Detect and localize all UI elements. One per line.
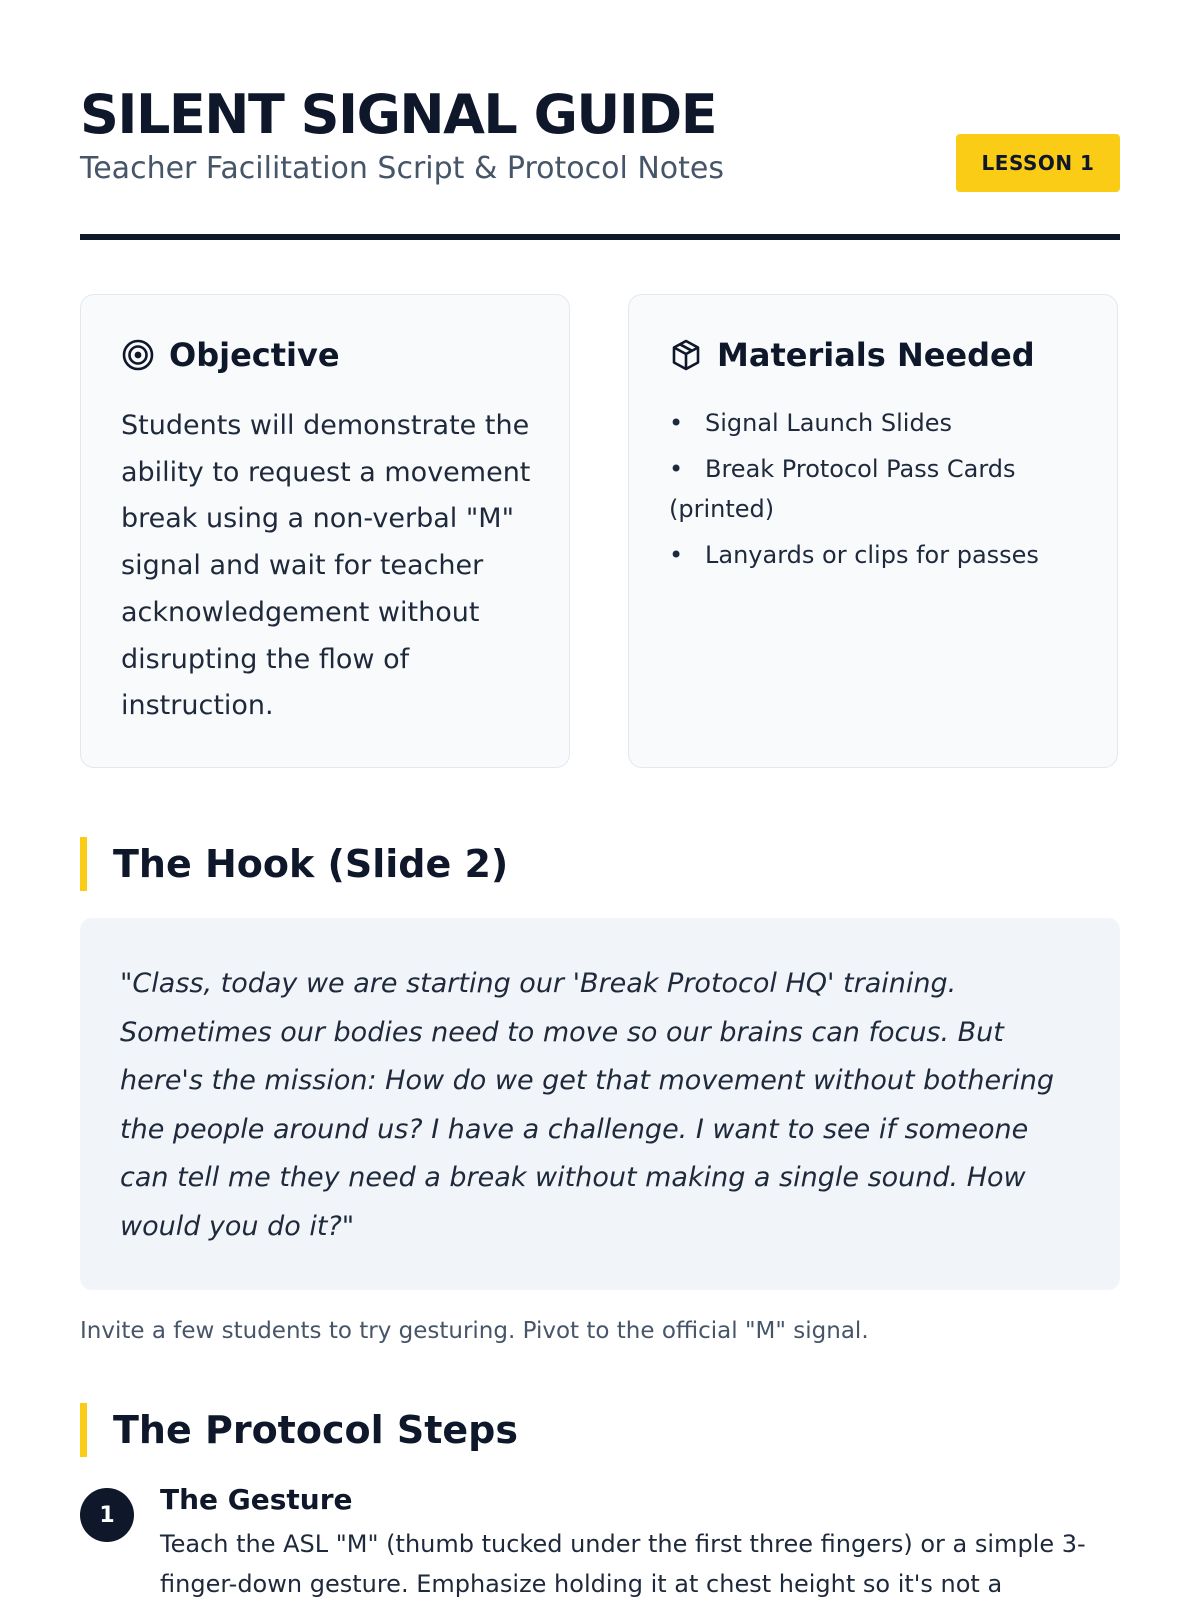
list-item-label: Break Protocol Pass Cards (printed) bbox=[669, 455, 1016, 523]
hook-title: The Hook (Slide 2) bbox=[113, 842, 509, 886]
list-item-label: Lanyards or clips for passes bbox=[705, 541, 1039, 569]
step-title: The Gesture bbox=[160, 1483, 353, 1516]
objective-header bbox=[121, 335, 340, 375]
objective-card bbox=[80, 294, 570, 768]
list-item-label: Signal Launch Slides bbox=[705, 409, 952, 437]
box-icon bbox=[669, 338, 703, 372]
page-title: SILENT SIGNAL GUIDE bbox=[80, 83, 717, 146]
protocol-title: The Protocol Steps bbox=[113, 1408, 518, 1452]
objective-title: Objective bbox=[169, 336, 340, 374]
header-divider bbox=[80, 234, 1120, 240]
page-subtitle: Teacher Facilitation Script & Protocol Notes bbox=[80, 151, 724, 186]
hook-quote-box bbox=[80, 918, 1120, 1290]
target-icon bbox=[121, 338, 155, 372]
list-item: • Lanyards or clips for passes bbox=[669, 541, 1039, 569]
objective-text: Students will demonstrate the ability to request a movement break using a non-verbal "M" signal and wait for teacher acknowledgement without disrupting the flow of instruction. bbox=[121, 410, 531, 722]
materials-title: Materials Needed bbox=[717, 336, 1035, 374]
materials-header bbox=[669, 335, 1035, 375]
hook-section-header bbox=[80, 837, 508, 891]
page-header bbox=[80, 84, 1120, 244]
protocol-section-header bbox=[80, 1403, 518, 1457]
materials-list bbox=[669, 403, 1089, 581]
hook-note: Invite a few students to try gesturing. Pivot to the official "M" signal. bbox=[80, 1318, 869, 1344]
list-item: • Break Protocol Pass Cards (printed) bbox=[669, 455, 1016, 523]
lesson-badge: LESSON 1 bbox=[956, 134, 1120, 192]
step-text: Teach the ASL "M" (thumb tucked under the first three fingers) or a simple 3-finger-down gesture. Emphasize holding it at chest height so it's not a bbox=[160, 1530, 1086, 1598]
step-number-badge: 1 bbox=[80, 1488, 134, 1542]
section-accent-bar bbox=[80, 837, 87, 891]
materials-card bbox=[628, 294, 1118, 768]
section-accent-bar bbox=[80, 1403, 87, 1457]
hook-quote: "Class, today we are starting our 'Break Protocol HQ' training. Sometimes our bodies need to move so our brains can focus. But here's the mission: How do we get that movement without bothering the people around us? I have a challenge. I want to see if someone can tell me they need a break without making a single sound. How would you do it?" bbox=[120, 968, 1054, 1242]
list-item: • Signal Launch Slides bbox=[669, 409, 952, 437]
